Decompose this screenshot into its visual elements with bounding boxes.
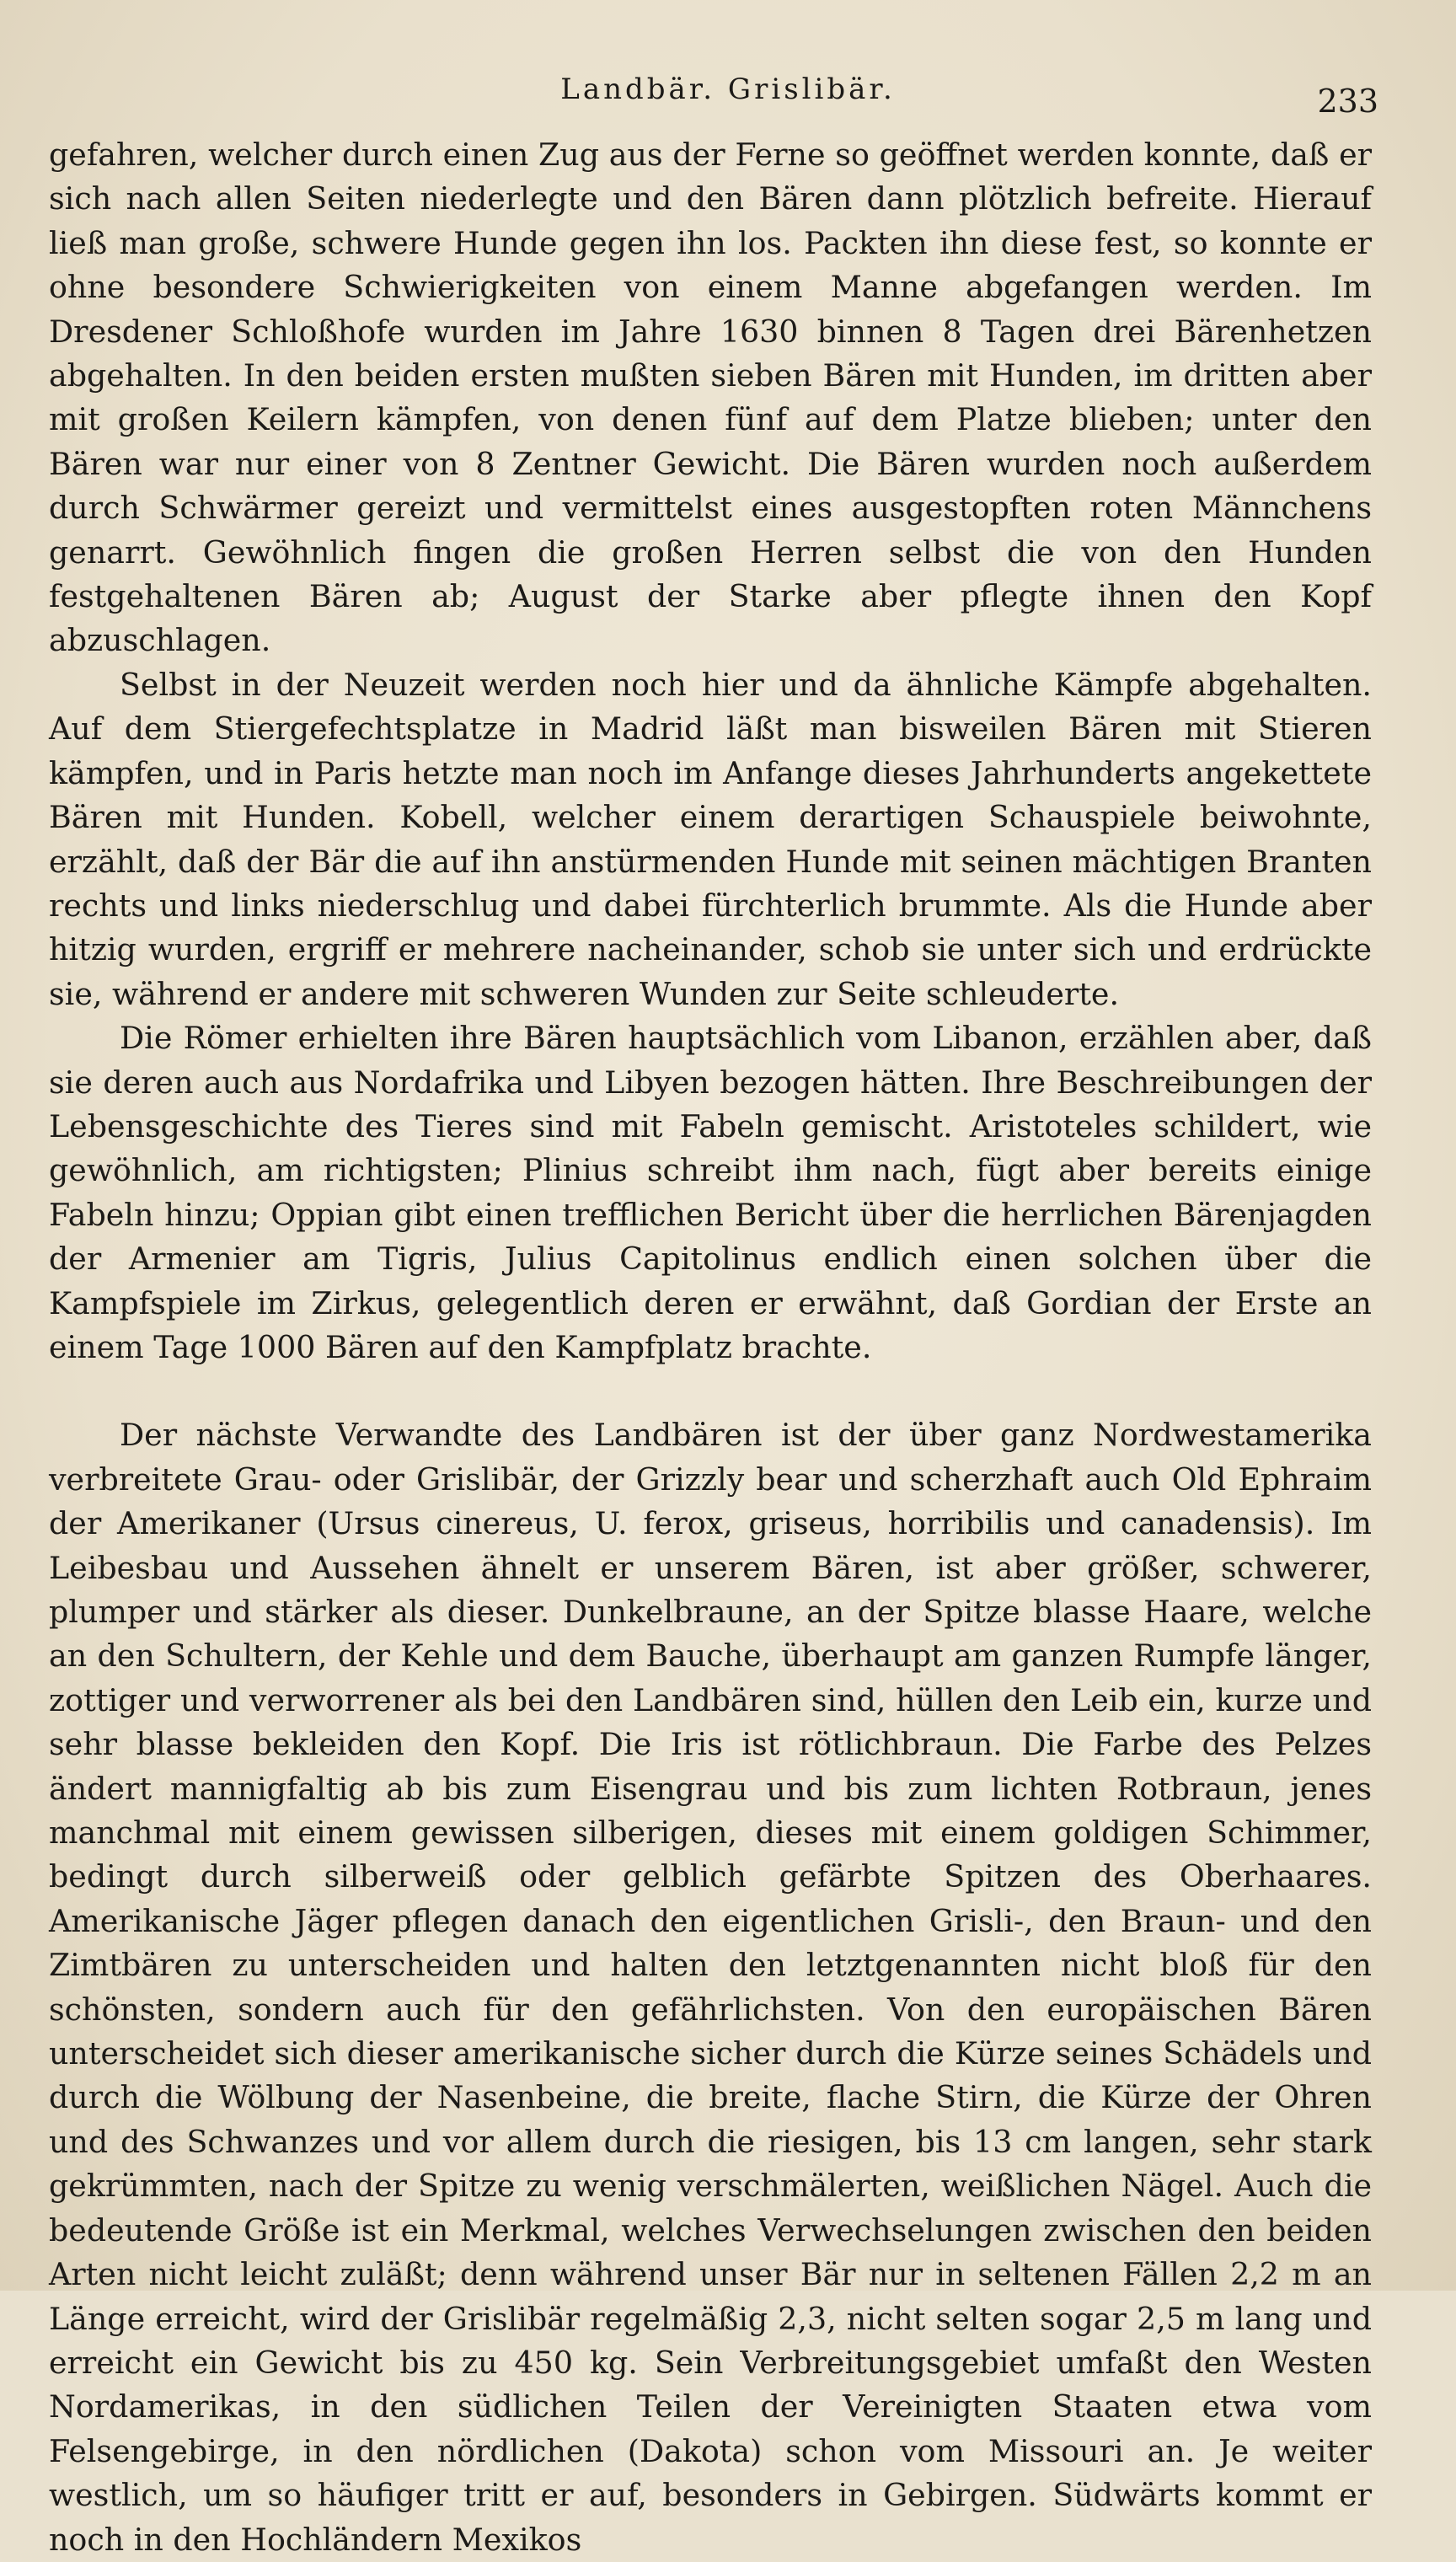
page-header [0, 66, 1456, 120]
page-number: 233 [1317, 83, 1378, 120]
paragraph-grizzly: Der nächste Verwandte des Landbären ist der über ganz Nordwestamerika verbreitete Grau- oder Grislibär, der Grizzly bear und scherzhaft auch Old Ephraim der Amerikaner (Ursus cinereus, U. ferox, griseus, horribilis und canadensis). Im Leibesbau und Aussehen ähnelt er unserem Bären, ist aber größer, schwerer, plumper und stärker als dieser. Dunkelbraune, an der Spitze blasse Haare, welche an den Schultern, der Kehle und dem Bauche, überhaupt am ganzen Rumpfe länger, zottiger und verworrener als bei den Landbären sind, hüllen den Leib ein, kurze und sehr blasse bekleiden den Kopf. Die Iris ist rötlichbraun. Die Farbe des Pelzes ändert mannigfaltig ab bis zum Eisengrau und bis zum lichten Rotbraun, jenes manchmal mit einem gewissen silberigen, dieses mit einem goldigen Schimmer, bedingt durch silberweiß oder gelblich gefärbte Spitzen des Oberhaares. Amerikanische Jäger pflegen danach den eigentlichen Grisli-, den Braun- und den Zimtbären zu unterscheiden und halten den letztgenannten nicht bloß für den schönsten, sondern auch für den gefährlichsten. Von den europäischen Bären unterscheidet sich dieser amerikanische sicher durch die Kürze seines Schädels und durch die Wölbung der Nasenbeine, die breite, flache Stirn, die Kürze der Ohren und des Schwanzes und vor allem durch die riesigen, bis 13 cm langen, sehr stark gekrümmten, nach der Spitze zu wenig verschmälerten, weißlichen Nägel. Auch die bedeutende Größe ist ein Merkmal, welches Verwechselungen zwischen den beiden Arten nicht leicht zuläßt; denn während unser Bär nur in seltenen Fällen 2,2 m an Länge erreicht, wird der Grislibär regelmäßig 2,3, nicht selten sogar 2,5 m lang und erreicht ein Gewicht bis zu 450 kg. Sein Verbreitungsgebiet umfaßt den Westen Nordamerikas, in den südlichen Teilen der Vereinigten Staaten etwa vom Felsengebirge, in den nördlichen (Dakota) schon vom Missouri an. Je weiter westlich, um so häufiger tritt er auf, besonders in Gebirgen. Südwärts kommt er noch in den Hochländern Mexikos [49, 1417, 1372, 2558]
paragraph-romans: Die Römer erhielten ihre Bären hauptsächlich vom Libanon, erzählen aber, daß sie deren auch aus Nordafrika und Libyen bezogen hätten. Ihre Beschreibungen der Lebensgeschichte des Tieres sind mit Fabeln gemischt. Aristoteles schildert, wie gewöhnlich, am richtigsten; Plinius schreibt ihm nach, fügt aber bereits einige Fabeln hinzu; Oppian gibt einen trefflichen Bericht über die herrlichen Bärenjagden der Armenier am Tigris, Julius Capitolinus endlich einen solchen über die Kampfspiele im Zirkus, gelegentlich deren er erwähnt, daß Gordian der Erste an einem Tage 1000 Bären auf den Kampfplatz brachte. [49, 1020, 1372, 1365]
body-text [49, 133, 1372, 2562]
paragraph-continuation: gefahren, welcher durch einen Zug aus der Ferne so geöffnet werden konnte, daß er sich nach allen Seiten niederlegte und den Bären dann plötzlich befreite. Hierauf ließ man große, schwere Hunde gegen ihn los. Packten ihn diese fest, so konnte er ohne besondere Schwierigkeiten von einem Manne abgefangen werden. Im Dresdener Schloßhofe wurden im Jahre 1630 binnen 8 Tagen drei Bärenhetzen abgehalten. In den beiden ersten mußten sieben Bären mit Hunden, im dritten aber mit großen Keilern kämpfen, von denen fünf auf dem Platze blieben; unter den Bären war nur einer von 8 Zentner Gewicht. Die Bären wurden noch außerdem durch Schwärmer gereizt und vermittelst eines ausgestopften roten Männchens genarrt. Gewöhnlich fingen die großen Herren selbst die von den Hunden festgehaltenen Bären ab; August der Starke aber pflegte ihnen den Kopf abzuschlagen. [49, 137, 1372, 659]
running-head: Landbär. Grislibär. [560, 72, 896, 106]
paragraph-modern-fights: Selbst in der Neuzeit werden noch hier und da ähnliche Kämpfe abgehalten. Auf dem Stiergefechtsplatze in Madrid läßt man bisweilen Bären mit Stieren kämpfen, und in Paris hetzte man noch im Anfange dieses Jahrhunderts angekettete Bären mit Hunden. Kobell, welcher einem derartigen Schauspiele beiwohnte, erzählt, daß der Bär die auf ihn anstürmenden Hunde mit seinen mächtigen Branten rechts und links niederschlug und dabei fürchterlich brummte. Als die Hunde aber hitzig wurden, ergriff er mehrere nacheinander, schob sie unter sich und erdrückte sie, während er andere mit schweren Wunden zur Seite schleuderte. [49, 666, 1372, 1012]
